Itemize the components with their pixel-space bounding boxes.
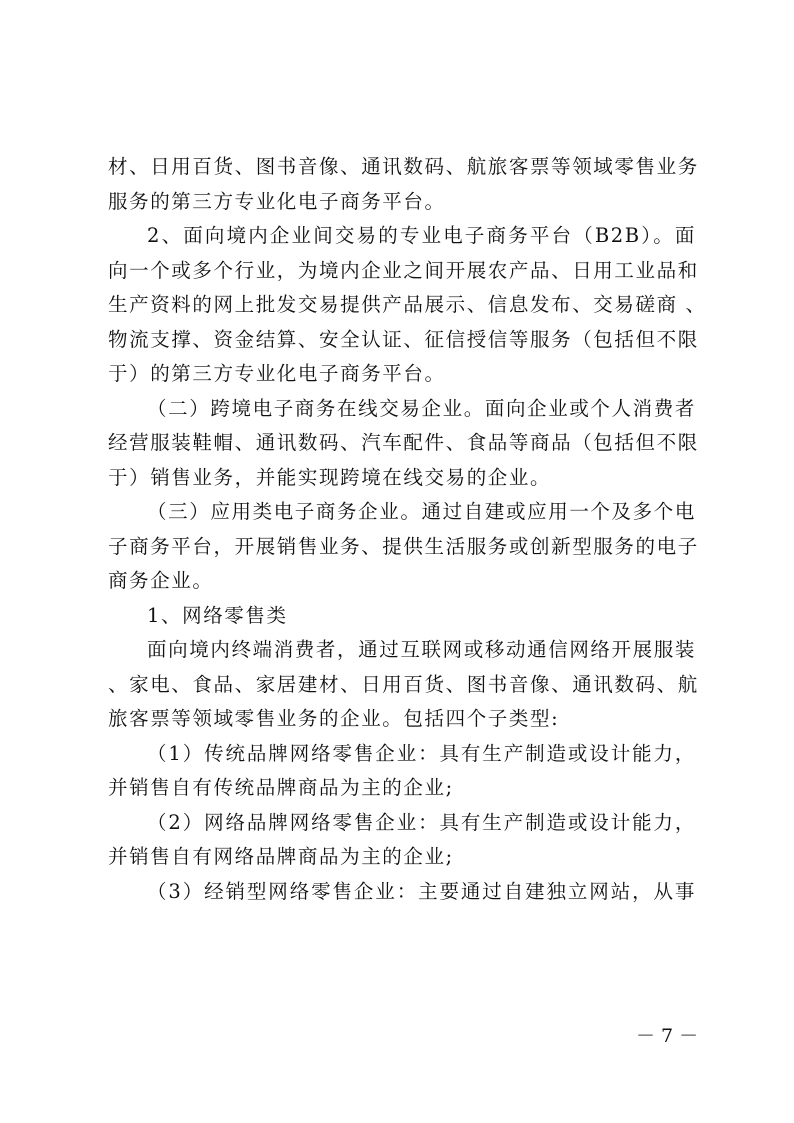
text-line: 生产资料的网上批发交易提供产品展示、信息发布、交易磋商 、	[108, 293, 707, 316]
text-line: 材、日用百货、图书音像、通讯数码、航旅客票等领域零售业务	[108, 155, 699, 178]
text-line: （二）跨境电子商务在线交易企业。面向企业或个人消费者	[147, 396, 696, 420]
document-body	[108, 150, 707, 909]
text-line: 于）的第三方专业化电子商务平台。	[108, 362, 446, 385]
text-line: 向一个或多个行业，为境内企业之间开展农产品、日用工业品和	[108, 258, 699, 282]
text-line: 经营服装鞋帽、通讯数码、汽车配件、食品等商品（包括但不限	[108, 431, 699, 454]
text-line: 并销售自有网络品牌商品为主的企业;	[108, 845, 454, 868]
text-line: 商务企业。	[108, 569, 214, 592]
section-heading: 1、网络零售类	[147, 603, 288, 627]
text-line: 物流支撑、资金结算、安全认证、征信授信等服务（包括但不限	[108, 327, 699, 351]
text-line: 2、面向境内企业间交易的专业电子商务平台（B2B）。面	[147, 224, 696, 247]
text-line: 、家电、食品、家居建材、日用百货、图书音像、通讯数码、航	[108, 672, 699, 696]
text-line: 旅客票等领域零售业务的企业。包括四个子类型:	[108, 707, 560, 730]
text-line: 子商务平台，开展销售业务、提供生活服务或创新型服务的电子	[108, 534, 699, 558]
text-line: （三）应用类电子商务企业。通过自建或应用一个及多个电	[147, 500, 696, 523]
page-number: － 7 －	[636, 1025, 699, 1047]
text-line: （1）传统品牌网络零售企业：具有生产制造或设计能力，	[147, 741, 696, 765]
text-line: （2）网络品牌网络零售企业：具有生产制造或设计能力，	[147, 810, 696, 834]
text-line: 并销售自有传统品牌商品为主的企业;	[108, 776, 454, 799]
text-line: 面向境内终端消费者，通过互联网或移动通信网络开展服装	[147, 638, 696, 661]
text-line: 于）销售业务，并能实现跨境在线交易的企业。	[108, 465, 552, 489]
text-line: 服务的第三方专业化电子商务平台。	[108, 189, 446, 213]
text-line: （3）经销型网络零售企业：主要通过自建独立网站，从事	[147, 879, 696, 903]
